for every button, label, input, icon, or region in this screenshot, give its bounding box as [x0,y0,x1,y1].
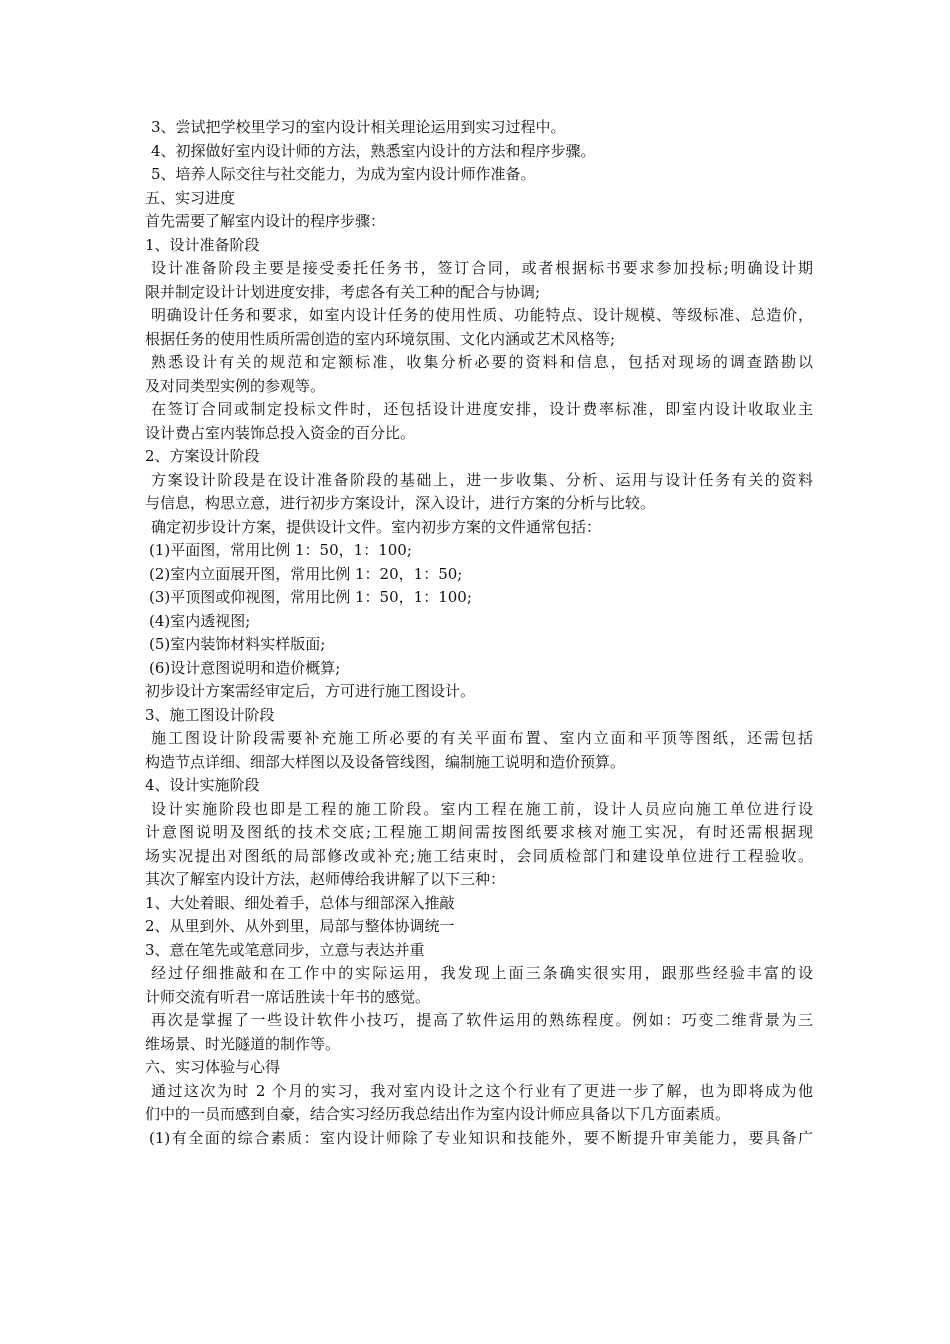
text-line: 其次了解室内设计方法，赵师傅给我讲解了以下三种： [145,870,506,888]
text-line: 及对同类型实例的参观等。 [145,376,326,395]
subsection-heading: 4、设计实施阶段 [145,776,260,794]
list-item: (5)室内装饰材料实样版面; [149,635,326,653]
list-item: (4)室内透视图; [149,611,251,630]
list-item: 2、从里到外、从外到里，局部与整体协调统一 [145,917,455,935]
text-line: 明确设计任务和要求，如室内设计任务的使用性质、功能特点、设计规模、等级标准、总造价， [151,306,813,324]
text-line: 通过这次为时 2 个月的实习，我对室内设计之这个行业有了更进一步了解，也为即将成为他 [151,1081,813,1100]
list-item: (3)平顶图或仰视图，常用比例 1：50，1：100; [149,588,472,606]
list-item: (6)设计意图说明和造价概算; [149,658,341,677]
text-line: 维场景、时光隧道的制作等。 [145,1034,341,1053]
section-heading: 五、实习进度 [145,188,236,207]
text-line: 构造节点详细、细部大样图以及设备管线图，编制施工说明和造价预算。 [145,752,626,771]
list-item: (2)室内立面展开图，常用比例 1：20，1：50; [149,564,463,583]
text-line: 初步设计方案需经审定后，方可进行施工图设计。 [145,682,476,700]
text-line: 在签订合同或制定投标文件时，还包括设计进度安排，设计费率标准，即室内设计收取业主 [151,400,813,418]
subsection-heading: 1、设计准备阶段 [145,235,260,254]
text-line: 4、初探做好室内设计师的方法，熟悉室内设计的方法和程序步骤。 [151,141,596,160]
text-line: 与信息，构思立意，进行初步方案设计，深入设计，进行方案的分析与比较。 [145,494,656,512]
list-item: (1)有全面的综合素质：室内设计师除了专业知识和技能外，要不断提升审美能力，要具备广 [149,1128,813,1147]
subsection-heading: 2、方案设计阶段 [145,447,260,465]
section-heading: 六、实习体验与心得 [145,1058,281,1076]
text-line: 场实况提出对图纸的局部修改或补充;施工结束时，会同质检部门和建设单位进行工程验收。 [145,846,813,865]
list-item: 3、意在笔先或笔意同步，立意与表达并重 [145,940,425,959]
text-line: 设计实施阶段也即是工程的施工阶段。室内工程在施工前，设计人员应向施工单位进行设 [151,799,813,818]
text-line: 根据任务的使用性质所需创造的室内环境氛围、文化内涵或艺术风格等; [145,329,616,348]
text-line: 3、尝试把学校里学习的室内设计相关理论运用到实习过程中。 [151,118,566,136]
text-line: 设计费占室内装饰总投入资金的百分比。 [145,423,416,442]
text-line: 5、培养人际交往与社交能力，为成为室内设计师作准备。 [151,165,536,183]
text-line: 熟悉设计有关的规范和定额标准，收集分析必要的资料和信息，包括对现场的调查踏勘以 [151,353,813,371]
subsection-heading: 3、施工图设计阶段 [145,705,275,724]
text-line: 设计准备阶段主要是接受委托任务书，签订合同，或者根据标书要求参加投标;明确设计期 [151,259,813,277]
text-line: 方案设计阶段是在设计准备阶段的基础上，进一步收集、分析、运用与设计任务有关的资料 [151,470,813,489]
text-line: 限并制定设计计划进度安排，考虑各有关工种的配合与协调; [145,282,541,301]
text-line: 确定初步设计方案，提供设计文件。室内初步方案的文件通常包括： [151,517,602,536]
text-line: 计意图说明及图纸的技术交底;工程施工期间需按图纸要求核对施工实况，有时还需根据现 [145,823,813,841]
text-line: 再次是掌握了一些设计软件小技巧，提高了软件运用的熟练程度。例如：巧变二维背景为三 [151,1011,813,1029]
text-line: 首先需要了解室内设计的程序步骤： [145,212,386,230]
text-line: 施工图设计阶段需要补充施工所必要的有关平面布置、室内立面和平顶等图纸，还需包括 [151,729,813,747]
text-line: 经过仔细推敲和在工作中的实际运用，我发现上面三条确实很实用，跟那些经验丰富的设 [151,964,813,982]
text-line: 们中的一员而感到自豪，结合实习经历我总结出作为室内设计师应具备以下几方面素质。 [145,1105,731,1123]
list-item: (1)平面图，常用比例 1：50，1：100; [149,541,412,559]
list-item: 1、大处着眼、细处着手，总体与细部深入推敲 [145,893,455,912]
text-line: 计师交流有听君一席话胜读十年书的感觉。 [145,987,431,1006]
document-body [145,116,813,1150]
